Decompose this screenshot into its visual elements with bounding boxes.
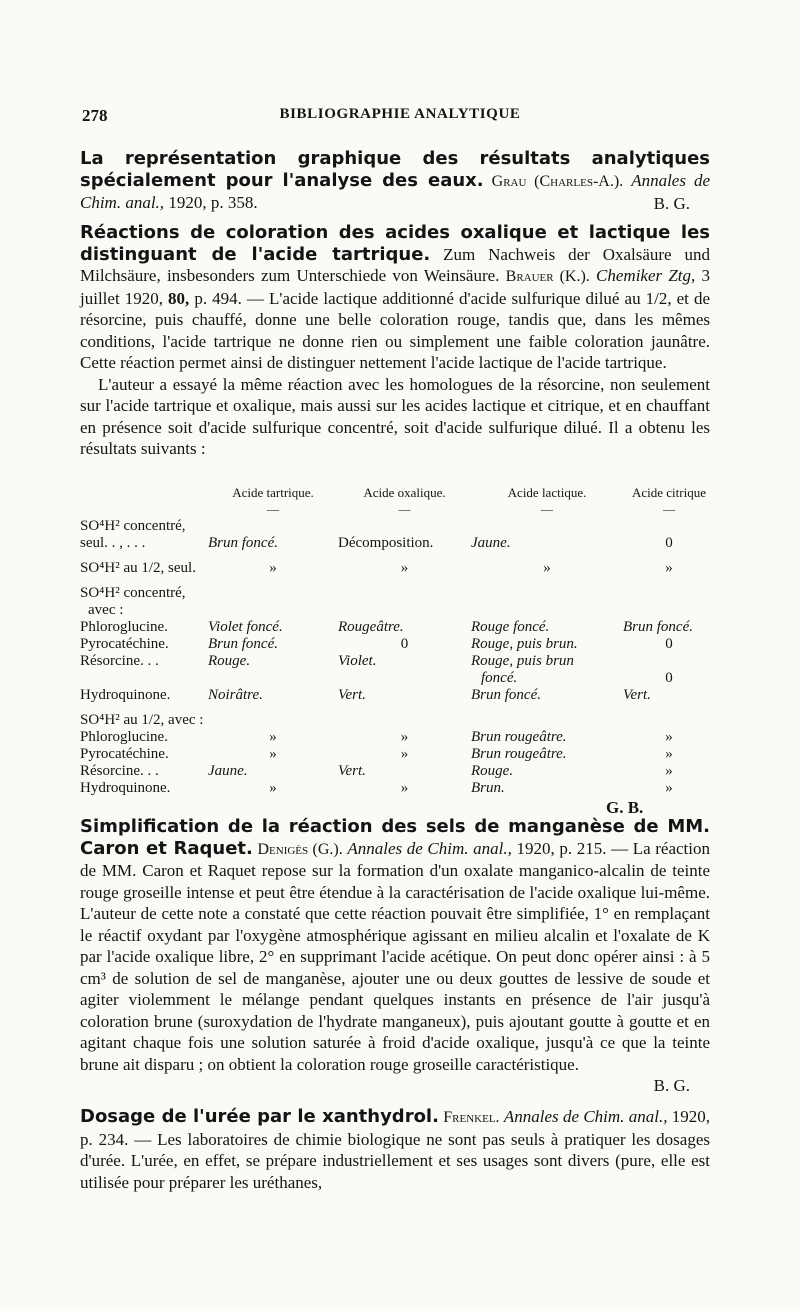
row-label: Pyrocatéchine. [80,636,169,652]
article-journal: Annales de Chim. anal., [347,838,512,858]
row-label: Phloroglucine. [80,619,168,635]
running-header [0,106,800,132]
cell [338,670,471,687]
table-row [80,535,715,552]
cell: Rouge foncé. [471,619,550,635]
cell: foncé. [481,670,518,686]
row-label: SO⁴H² au 1/2, seul. [80,560,196,576]
dash: — [267,502,279,516]
cell: » [665,780,673,796]
article-german-title: Zum Nachweis der Oxalsäure und Milchsäure, insbesonders zum Unterschiede von Weinsäure. [80,244,710,285]
cell: » [400,729,409,745]
article-reference: 1920, p. 215. [516,838,607,858]
row-label: Hydroquinone. [80,780,171,796]
article-journal: Annales de Chim. anal., [503,1107,668,1126]
table-row [80,560,715,577]
article-author: Grau (Charles-A.). [491,172,624,190]
article-brauer [80,222,710,460]
row-label: seul. . , . . . [80,535,146,551]
article-author: Frenkel. [443,1109,500,1126]
table-row [80,746,715,763]
cell: » [400,560,409,576]
cell: Violet. [338,653,377,669]
cell: » [665,560,673,576]
row-label: Résorcine. . . [80,653,159,669]
table-row [80,780,715,797]
row-label: Phloroglucine. [80,729,168,745]
dash: — [541,502,553,516]
table-row [80,636,715,653]
cell: » [665,763,673,779]
cell: Brun foncé. [471,687,541,703]
cell: 0 [665,535,673,551]
group-label: SO⁴H² au 1/2, avec : [80,712,204,728]
page-number: 278 [82,106,108,125]
article-body: p. 494. — L'acide lactique additionné d'acide sulfurique dilué au 1/2, et de résorcine, puis chauffé, donne une belle coloration rouge, tandis que, dans les mêmes conditions, l'acide tartrique ne donne rien ou simplement une faible coloration jaunâtre. Cette réaction permet ainsi de distinguer nettement l'acide lactique de l'acide tartrique. [80,288,711,372]
cell [208,670,338,687]
cell: 0 [665,636,673,652]
table-row [80,653,715,670]
cell: » [269,560,277,576]
group-label: avec : [88,602,124,618]
column-header: Acide oxalique. [363,485,446,500]
cell: » [665,729,673,745]
column-header: Acide lactique. [507,485,587,500]
article-reference-volume: 80, [168,288,190,308]
cell: Noirâtre. [208,687,263,703]
article-body: — La réaction de MM. Caron et Raquet repose sur la formation d'un oxalate manganico-alcalin de teinte rouge groseille intense et peut être étendue à la caractérisation de l'acide oxalique lui-même. L'auteur de cette note a constaté que cette réaction pouvait être simplifiée, 1° en remplaçant le réactif oxydant par l'oxygène atmosphérique agissant en milieu alcalin et l'oxalate de K par l'acide oxalique libre, 2° en supprimant l'acide acétique. On peut donc opérer ainsi : à 5 cm³ de solution de sel de manganèse, ajouter une ou deux gouttes de lessive de soude et agiter violemment le mélange pendant quelques instants en présence de l'air jusqu'à coloration brune (suroxydation de l'hydrate manganeux), puis ajoutant goutte à goutte et en agitant chaque fois une solution saturée à froid d'acide oxalique, jusqu'à ce que la teinte brune ait disparu ; on obtient la coloration rouge groseille caractéristique. [80,838,711,1074]
cell: Rougeâtre. [338,619,404,635]
cell: » [269,746,277,762]
cell: Vert. [338,687,366,703]
cell [623,653,715,670]
cell: Rouge, puis brun [471,653,574,669]
article-grau [80,148,710,214]
article-title: La représentation graphique des résultats analytiques spécialement pour l'analyse des eaux. [80,148,710,191]
article-title: Réactions de coloration des acides oxalique et lactique les distinguant de l'acide tartrique. [80,222,710,265]
article-author: Denigès (G.). [257,840,343,858]
row-label: Pyrocatéchine. [80,746,169,762]
table-row [80,602,715,619]
cell: Brun rougeâtre. [471,746,567,762]
cell: » [400,746,409,762]
cell: Rouge, puis brun. [471,636,578,652]
cell: Brun. [471,780,505,796]
running-title: BIBLIOGRAPHIE ANALYTIQUE [279,106,521,122]
group-label: SO⁴H² concentré, [80,585,186,601]
row-label: Hydroquinone. [80,687,171,703]
cell: » [400,780,409,796]
cell: Jaune. [208,763,248,779]
article-reference: 1920, p. 358. [168,193,258,212]
cell: » [269,729,277,745]
column-header: Acide tartrique. [232,485,314,500]
article-signature: B. G. [653,193,690,213]
cell: Brun foncé. [208,636,278,652]
article-signature: B. G. [653,1076,690,1095]
article-title: Dosage de l'urée par le xanthydrol. [80,1106,439,1127]
results-table [80,484,715,797]
table-header-row [80,484,715,501]
cell: Brun foncé. [623,619,693,635]
table-row [80,712,715,729]
table-dash-row [80,501,715,518]
cell: Brun foncé. [208,535,278,551]
cell: » [665,746,673,762]
article-deniges [80,816,710,1096]
article-paragraph: L'auteur a essayé la même réaction avec les homologues de la résorcine, non seulement sur l'acide tartrique et oxalique, mais aussi sur les acides lactique et citrique, et en chauffant en présence soit d'acide sulfurique concentré, soit d'acide sulfurique dilué. Il a obtenu les résultats suivants : [80,374,710,458]
table-row [80,518,715,535]
cell: » [269,780,277,796]
cell: 0 [400,636,409,652]
table-row [80,687,715,704]
cell: Rouge. [208,653,251,669]
article-signature: G. B. [606,798,644,817]
article-author: Brauer (K.). [505,268,590,285]
article-journal: Annales de Chim. anal., [80,170,711,212]
table-row [80,670,715,687]
cell: Rouge. [471,763,514,779]
row-label [80,670,208,687]
cell: Brun rougeâtre. [471,729,567,745]
cell: Vert. [338,763,366,779]
article-journal: Chemiker Ztg, [596,266,696,285]
article-frenkel [80,1106,710,1193]
table-row [80,619,715,636]
dash: — [398,502,411,516]
column-header: Acide citrique [632,485,706,500]
cell: 0 [665,670,673,686]
article-reference-date: 3 juillet 1920, [80,266,711,308]
article-body: 1920, p. 234. — Les laboratoires de chimie biologique ne sont pas seuls à pratiquer les dosages d'urée. L'urée, en effet, se prépare industriellement et ses usages sont divers (pure, elle est utilisée pour préparer les uréthanes, [80,1107,711,1192]
row-label: SO⁴H² concentré, [80,518,186,534]
table-row [80,763,715,780]
article-title: Simplification de la réaction des sels de manganèse de MM. Caron et Raquet. [80,816,710,859]
cell: Vert. [623,687,651,703]
row-label: Résorcine. . . [80,763,159,779]
cell: Jaune. [471,535,511,551]
cell: » [543,560,551,576]
table-row [80,585,715,602]
table-row [80,729,715,746]
cell: Décomposition. [338,535,434,551]
dash: — [663,502,675,516]
cell: Violet foncé. [208,619,283,635]
